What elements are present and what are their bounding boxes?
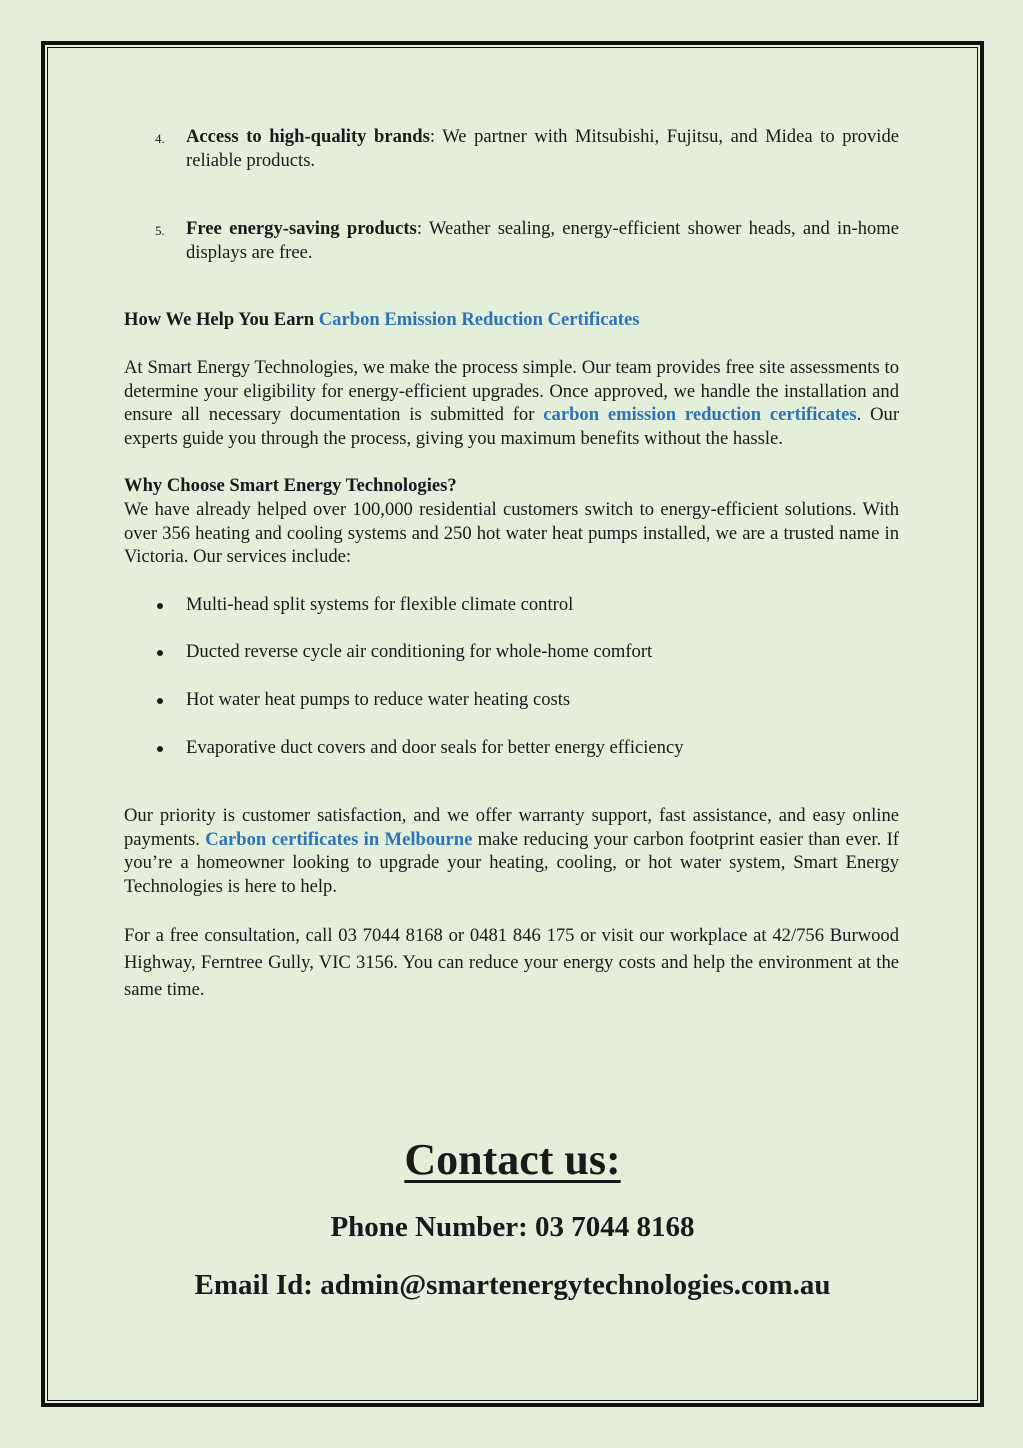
paragraph-text: make reducing your carbon footprint easier than ever. If you’re a homeowner looking to upgrade your heating, cooling, or hot water system, Smart Energy Technologies is here to help. (124, 828, 899, 897)
list-number: 5. (155, 223, 165, 239)
paragraph-text: . Our experts guide you through the process, giving you maximum benefits without the hassle. (124, 404, 900, 449)
list-item-text: Hot water heat pumps to reduce water heating costs (186, 688, 571, 710)
paragraph (124, 356, 899, 450)
paragraph-text: At Smart Energy Technologies, we make the process simple. Our team provides free site assessments to determine your eligibility for energy-efficient upgrades. Once approved, we handle the installation and ensure all necessary documentation is submitted for (124, 356, 899, 426)
list-item (124, 736, 899, 760)
heading-link[interactable]: Carbon Emission Reduction Certificates (318, 309, 640, 331)
bullet-icon (157, 698, 163, 704)
list-number: 4. (155, 131, 165, 146)
paragraph (124, 804, 899, 898)
list-item (124, 640, 899, 664)
heading-text: How We Help You Earn (124, 309, 319, 331)
services-list (124, 593, 899, 759)
inline-link[interactable]: carbon emission reduction certificates (543, 404, 857, 426)
document-body (124, 123, 899, 1003)
contact-email: Email Id: admin@smartenergytechnologies.com.au (194, 1269, 831, 1301)
list-item (124, 593, 899, 617)
list-item (124, 688, 899, 712)
heading-text: Why Choose Smart Energy Technologies? (124, 475, 457, 497)
contact-title: Contact us: (404, 1135, 621, 1184)
bullet-icon (157, 603, 163, 609)
paragraph: For a free consultation, call 03 7044 8168 or 0481 846 175 or visit our workplace at 42/756 Burwood Highway, Ferntree Gully, VIC 3156. You can reduce your energy costs and help the environment at the same time. (124, 925, 899, 1001)
list-item (124, 217, 899, 264)
section-heading (124, 474, 899, 498)
list-item (124, 125, 899, 172)
paragraph-text: Our priority is customer satisfaction, and we offer warranty support, fast assistance, and easy online payments. (124, 805, 899, 850)
inline-link[interactable]: Carbon certificates in Melbourne (205, 828, 473, 850)
contact-phone: Phone Number: 03 7044 8168 (330, 1211, 695, 1243)
list-item-text: : We partner with Mitsubishi, Fujitsu, and Midea to provide reliable products. (186, 126, 899, 171)
section-heading (124, 308, 899, 332)
list-item-text: Multi-head split systems for flexible climate control (186, 593, 574, 615)
list-item-text: : Weather sealing, energy-efficient shower heads, and in-home displays are free. (186, 218, 900, 263)
list-item-text: Ducted reverse cycle air conditioning for whole-home comfort (186, 641, 653, 663)
paragraph: We have already helped over 100,000 residential customers switch to energy-efficient solutions. With over 356 heating and cooling systems and 250 hot water heat pumps installed, we are a trusted name in Victoria. Our services include: (124, 498, 899, 568)
list-item-title: Access to high-quality brands (186, 126, 430, 147)
list-item-text: Evaporative duct covers and door seals for better energy efficiency (186, 736, 684, 758)
list-item-title: Free energy-saving products (186, 218, 417, 240)
bullet-icon (157, 650, 163, 656)
bullet-icon (157, 746, 163, 752)
